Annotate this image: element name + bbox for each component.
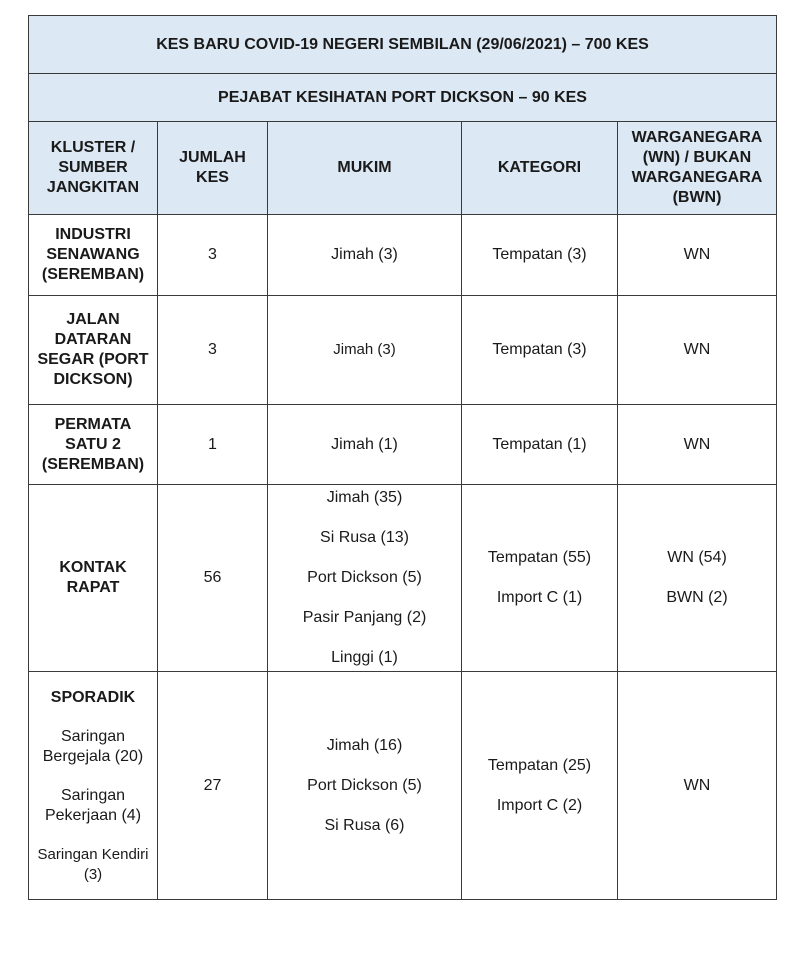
table-subtitle: PEJABAT KESIHATAN PORT DICKSON – 90 KES: [29, 74, 777, 122]
wn-cell: WN: [618, 215, 777, 296]
covid-cases-table: [28, 15, 777, 900]
table-title: KES BARU COVID-19 NEGERI SEMBILAN (29/06/2021) – 700 KES: [29, 16, 777, 74]
kategori-cell: Tempatan (1): [462, 405, 618, 485]
kategori-line: Import C (1): [496, 589, 583, 606]
col-header-mukim: MUKIM: [268, 122, 462, 215]
cluster-label: SPORADIK: [50, 689, 136, 706]
mukim-line: Jimah (16): [326, 736, 403, 754]
col-header-kategori: KATEGORI: [462, 122, 618, 215]
mukim-cell: Jimah (3): [268, 215, 462, 296]
wn-line: BWN (2): [666, 589, 728, 606]
table-row: [29, 485, 777, 672]
cluster-cell: PERMATA SATU 2 (SEREMBAN): [29, 405, 158, 485]
col-header-wn: WARGANEGARA (WN) / BUKAN WARGANEGARA (BWN): [618, 122, 777, 215]
cluster-sub-line: Saringan Bergejala (20): [42, 728, 144, 765]
mukim-line: Si Rusa (13): [320, 529, 409, 546]
kategori-cell: [462, 672, 618, 900]
wn-cell: [618, 485, 777, 672]
kategori-cell: Tempatan (3): [462, 296, 618, 405]
table-row: [29, 405, 777, 485]
total-cell: 1: [158, 405, 268, 485]
mukim-line: Linggi (1): [331, 649, 398, 666]
mukim-line: Pasir Panjang (2): [302, 609, 427, 626]
col-header-total: JUMLAH KES: [158, 122, 268, 215]
total-cell: 3: [158, 215, 268, 296]
mukim-line: Jimah (35): [326, 489, 403, 506]
kategori-line: Import C (2): [496, 796, 583, 814]
mukim-line: Port Dickson (5): [307, 776, 422, 794]
kategori-cell: [462, 485, 618, 672]
table-row: [29, 215, 777, 296]
kategori-line: Tempatan (25): [487, 756, 592, 774]
table-row: [29, 672, 777, 900]
mukim-cell: Jimah (1): [268, 405, 462, 485]
total-cell: 3: [158, 296, 268, 405]
cluster-cell: INDUSTRI SENAWANG (SEREMBAN): [29, 215, 158, 296]
cluster-cell: [29, 672, 158, 900]
wn-cell: WN: [618, 405, 777, 485]
total-cell: 56: [158, 485, 268, 672]
mukim-line: Si Rusa (6): [324, 816, 405, 834]
wn-cell: WN: [618, 672, 777, 900]
mukim-cell: [268, 485, 462, 672]
kategori-line: Tempatan (55): [487, 549, 592, 566]
col-header-cluster: KLUSTER / SUMBER JANGKITAN: [29, 122, 158, 215]
cluster-cell: JALAN DATARAN SEGAR (PORT DICKSON): [29, 296, 158, 405]
mukim-line: Port Dickson (5): [307, 569, 422, 586]
mukim-cell: [268, 672, 462, 900]
column-header-row: [29, 122, 777, 215]
cluster-sub-line: Saringan Pekerjaan (4): [44, 787, 142, 824]
wn-line: WN (54): [667, 549, 727, 566]
kategori-cell: Tempatan (3): [462, 215, 618, 296]
table-row: [29, 296, 777, 405]
mukim-cell: Jimah (3): [268, 296, 462, 405]
total-cell: 27: [158, 672, 268, 900]
cluster-cell: KONTAK RAPAT: [29, 485, 158, 672]
wn-cell: WN: [618, 296, 777, 405]
cluster-sub-line: Saringan Kendiri (3): [37, 846, 149, 883]
